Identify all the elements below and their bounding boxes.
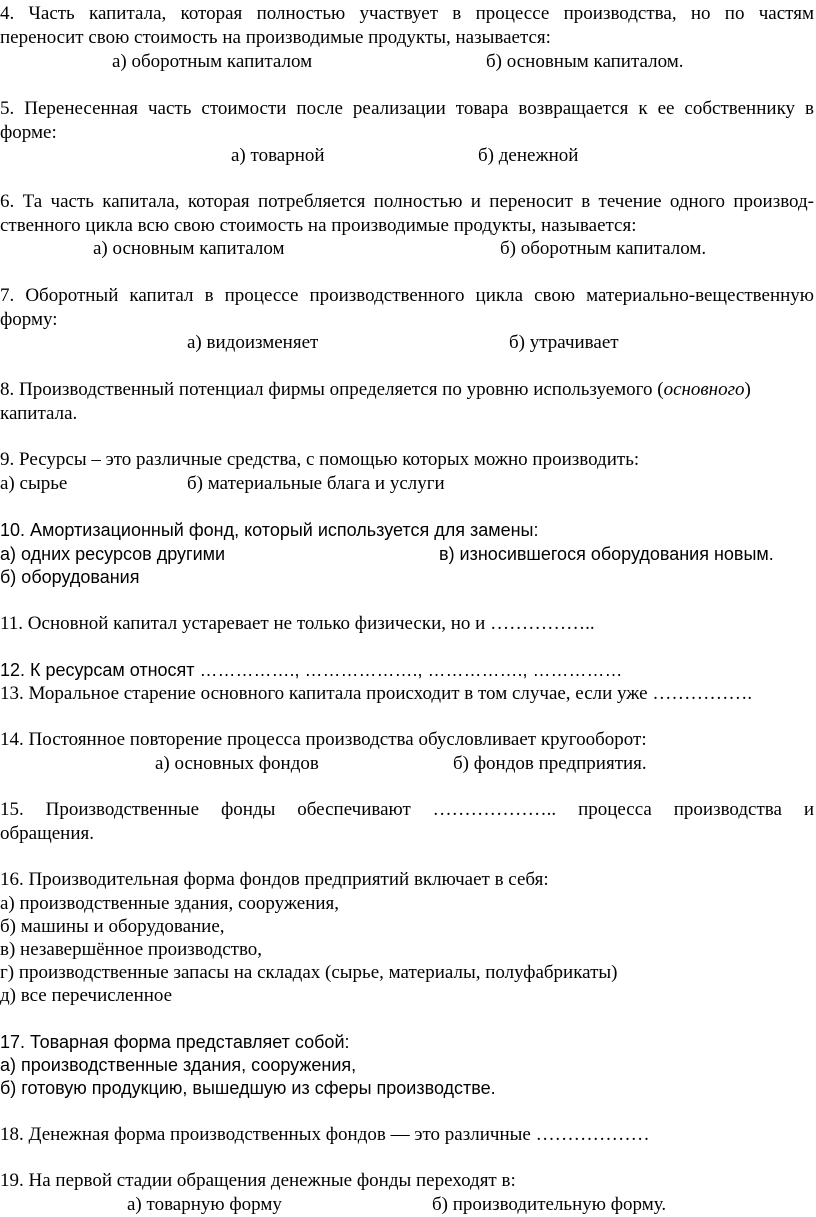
q10-text-line1: 10. Амортизационный фонд, который используется для замены: [0, 520, 539, 540]
q8-text-line1: 8. Производственный потенциал фирмы определяется по уровню используемого (основного) [0, 379, 751, 400]
q10-option-c: в) износившегося оборудования новым. [439, 544, 774, 564]
q14-text-line1: 14. Постоянное повторение процесса производства обусловливает кругооборот: [0, 729, 647, 750]
q4-option-a: а) оборотным капиталом [112, 51, 313, 72]
q8-text-line2: капитала. [0, 403, 78, 424]
q12-text-line1: 12. К ресурсам относят ……………., ………………., ……………., …………… [0, 660, 623, 680]
q5-option-a: а) товарной [231, 145, 325, 166]
q19-option-b: б) производительную форму. [432, 1194, 667, 1215]
q16-option-c: в) незавершённое производство, [0, 939, 263, 960]
q14-option-a: а) основных фондов [155, 753, 319, 774]
q15-text-line1: 15. Производственные фонды обеспечивают ……………….. процесса производства и [0, 799, 814, 820]
q17-option-a: а) производственные здания, сооружения, [0, 1055, 357, 1075]
q6-text-line1: 6. Та часть капитала, которая потребляется полностью и переносит в течение одного производ- [0, 191, 814, 212]
q5-text-line1: 5. Перенесенная часть стоимости после реализации товара возвращается к ее собственнику в [0, 98, 814, 119]
q9-option-b: б) материальные блага и услуги [187, 473, 445, 494]
q17-option-b: б) готовую продукцию, вышедшую из сферы производстве. [0, 1078, 496, 1098]
q4-text-line1: 4. Часть капитала, которая полностью участвует в процессе производства, но по частям [0, 3, 814, 24]
q9-option-a: а) сырье [0, 473, 68, 494]
q13-text-line1: 13. Моральное старение основного капитала происходит в том случае, если уже ……………. [0, 683, 753, 704]
q7-text-line2: форму: [0, 309, 58, 330]
q16-option-e: д) все перечисленное [0, 985, 173, 1006]
q11-text-line1: 11. Основной капитал устаревает не только физически, но и …………….. [0, 613, 595, 634]
q6-text-line2: ственного цикла всю свою стоимость на производимые продукты, называется: [0, 215, 637, 236]
q5-text-line2: форме: [0, 122, 57, 143]
q16-option-b: б) машины и оборудование, [0, 916, 225, 937]
q18-text-line1: 18. Денежная форма производственных фондов — это различные ……………… [0, 1124, 650, 1145]
q7-text-line1: 7. Оборотный капитал в процессе производственного цикла свою материально-вещественную [0, 285, 814, 306]
q8-emphasis: основного [663, 379, 745, 400]
q16-option-a: а) производственные здания, сооружения, [0, 893, 340, 914]
q10-option-a: а) одних ресурсов другими [0, 544, 226, 564]
q10-option-b: б) оборудования [0, 567, 140, 587]
q14-option-b: б) фондов предприятия. [453, 753, 647, 774]
q17-text-line1: 17. Товарная форма представляет собой: [0, 1032, 350, 1052]
q16-option-d: г) производственные запасы на складах (сырье, материалы, полуфабрикаты) [0, 962, 618, 983]
q19-option-a: а) товарную форму [127, 1194, 282, 1215]
q7-option-b: б) утрачивает [509, 332, 619, 353]
q9-text-line1: 9. Ресурсы – это различные средства, с помощью которых можно производить: [0, 449, 640, 470]
q6-option-a: а) основным капиталом [93, 238, 285, 259]
q19-text-line1: 19. На первой стадии обращения денежные фонды переходят в: [0, 1170, 516, 1191]
q4-option-b: б) основным капиталом. [486, 51, 684, 72]
q5-option-b: б) денежной [478, 145, 579, 166]
q16-text-line1: 16. Производительная форма фондов предприятий включает в себя: [0, 869, 549, 890]
q6-option-b: б) оборотным капиталом. [500, 238, 707, 259]
q7-option-a: а) видоизменяет [187, 332, 319, 353]
q15-text-line2: обращения. [0, 823, 94, 844]
q4-text-line2: переносит свою стоимость на производимые продукты, называется: [0, 27, 551, 48]
